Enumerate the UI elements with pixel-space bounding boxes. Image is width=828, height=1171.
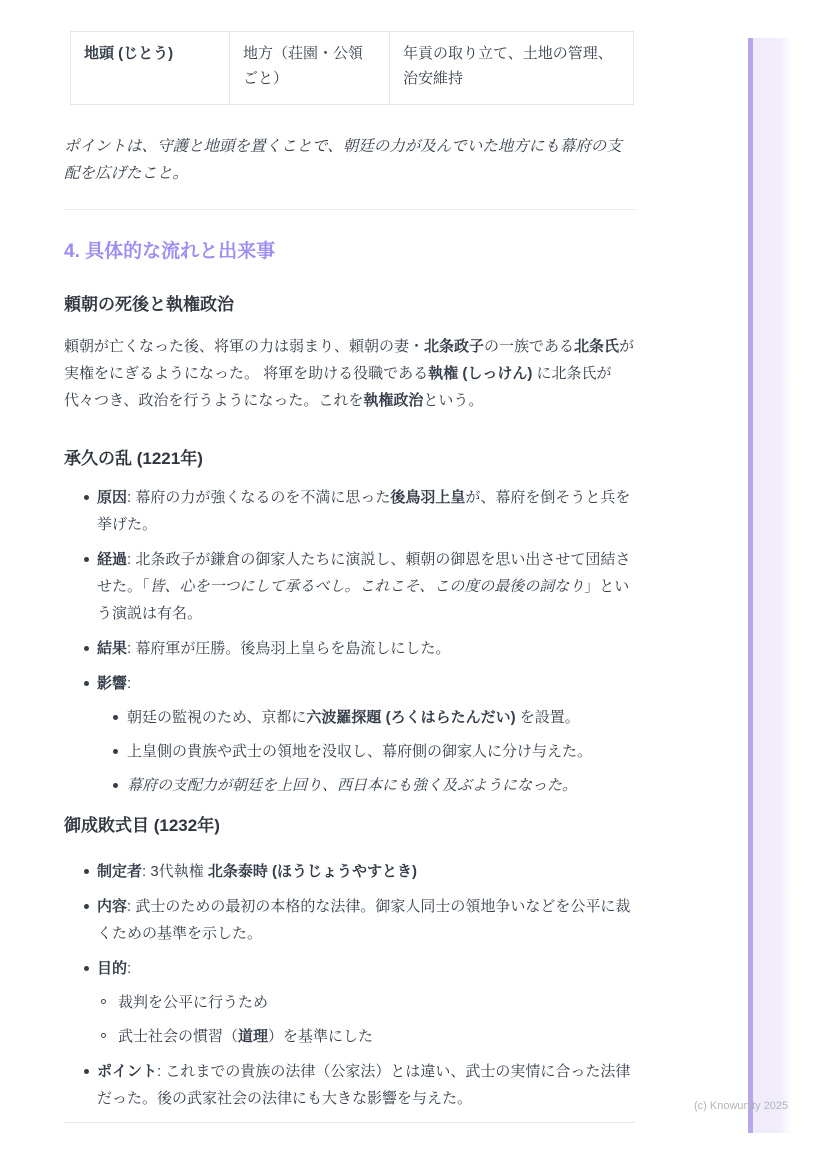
jokyu-sub-list — [97, 704, 635, 799]
list-item-text: 制定者: 3代執権 北条泰時 (ほうじょうやすとき) — [97, 863, 418, 880]
list-item-text: 結果: 幕府軍が圧勝。後鳥羽上皇らを島流しにした。 — [97, 640, 451, 657]
sub-list-item — [97, 989, 635, 1016]
table-row — [71, 32, 634, 105]
sub-list-item — [97, 704, 635, 731]
list-item — [64, 858, 635, 885]
officials-table — [70, 31, 634, 105]
list-item-text: 影響: — [97, 675, 132, 692]
bullet-dot-icon — [84, 495, 89, 500]
copyright-footer: (c) Knowunity 2025 — [694, 1100, 789, 1112]
bullet-dot-icon — [84, 869, 89, 874]
sub-list-item-text: 上皇側の貴族や武士の領地を没収し、幕府側の御家人に分け与えた。 — [127, 743, 593, 760]
sub-list-item-text: 武士社会の慣習（道理）を基準にした — [118, 1028, 374, 1045]
list-item — [64, 955, 635, 1050]
sub-list-item-text: 幕府の支配力が朝廷を上回り、西日本にも強く及ぶようになった。 — [127, 777, 578, 794]
table-cell-area: 地方（荘園・公領ごと） — [230, 32, 390, 105]
bullet-dot-icon — [84, 966, 89, 971]
subsection-heading-goseibai: 御成敗式目 (1232年) — [64, 816, 220, 835]
bullet-dot-icon — [113, 715, 118, 720]
section-divider-top — [64, 209, 635, 210]
list-item — [64, 670, 635, 799]
sub-list-item — [97, 772, 635, 799]
section-divider-bottom — [64, 1122, 635, 1123]
jokyu-bullet-list — [64, 484, 635, 799]
sub-list-item — [97, 738, 635, 765]
bullet-dot-icon — [84, 557, 89, 562]
list-item-text: 内容: 武士のための最初の本格的な法律。御家人同士の領地争いなどを公平に裁くための基準を示した。 — [97, 898, 631, 942]
shikken-paragraph: 頼朝が亡くなった後、将軍の力は弱まり、頼朝の妻・北条政子の一族である北条氏が実権をにぎるようになった。 将軍を助ける役職である執権 (しっけん) に北条氏が代々つき、政治を行うようになった。これを執権政治という。 — [64, 338, 635, 409]
subsection-heading-shikken: 頼朝の死後と執権政治 — [64, 295, 234, 314]
bullet-circle-icon — [101, 999, 106, 1004]
goseibai-bullet-list — [64, 858, 635, 1112]
bullet-dot-icon — [84, 681, 89, 686]
list-item-text: 目的: — [97, 960, 132, 977]
bullet-circle-icon — [101, 1033, 106, 1038]
scroll-indicator[interactable] — [748, 38, 791, 1133]
list-item-text: ポイント: これまでの貴族の法律（公家法）とは違い、武士の実情に合った法律だった。後の武家社会の法律にも大きな影響を与えた。 — [97, 1063, 631, 1107]
list-item — [64, 546, 635, 627]
bullet-dot-icon — [84, 904, 89, 909]
sub-list-item-text: 朝廷の監視のため、京都に六波羅探題 (ろくはらたんだい) を設置。 — [127, 709, 580, 726]
table-cell-duty: 年貢の取り立て、土地の管理、治安維持 — [390, 32, 634, 105]
document-page — [64, 0, 635, 1123]
list-item-text: 経過: 北条政子が鎌倉の御家人たちに演説し、頼朝の御恩を思い出させて団結させた。「皆、心を一つにして承るべし。これこそ、この度の最後の詞なり」という演説は有名。 — [97, 551, 631, 622]
table-cell-term: 地頭 (じとう) — [71, 32, 230, 105]
point-note: ポイントは、守護と地頭を置くことで、朝廷の力が及んでいた地方にも幕府の支配を広げたこと。 — [64, 138, 622, 182]
subsection-heading-jokyu: 承久の乱 (1221年) — [64, 449, 203, 468]
bullet-dot-icon — [113, 749, 118, 754]
section-heading: 4. 具体的な流れと出来事 — [64, 241, 276, 262]
bullet-dot-icon — [84, 646, 89, 651]
list-item-text: 原因: 幕府の力が強くなるのを不満に思った後鳥羽上皇が、幕府を倒そうと兵を挙げた。 — [97, 489, 631, 533]
list-item — [64, 484, 635, 538]
list-item — [64, 893, 635, 947]
bullet-dot-icon — [113, 783, 118, 788]
sub-list-item-text: 裁判を公平に行うため — [118, 994, 269, 1011]
sub-list-item — [97, 1023, 635, 1050]
bullet-dot-icon — [84, 1069, 89, 1074]
list-item — [64, 635, 635, 662]
goseibai-sub-list — [97, 989, 635, 1050]
list-item — [64, 1058, 635, 1112]
